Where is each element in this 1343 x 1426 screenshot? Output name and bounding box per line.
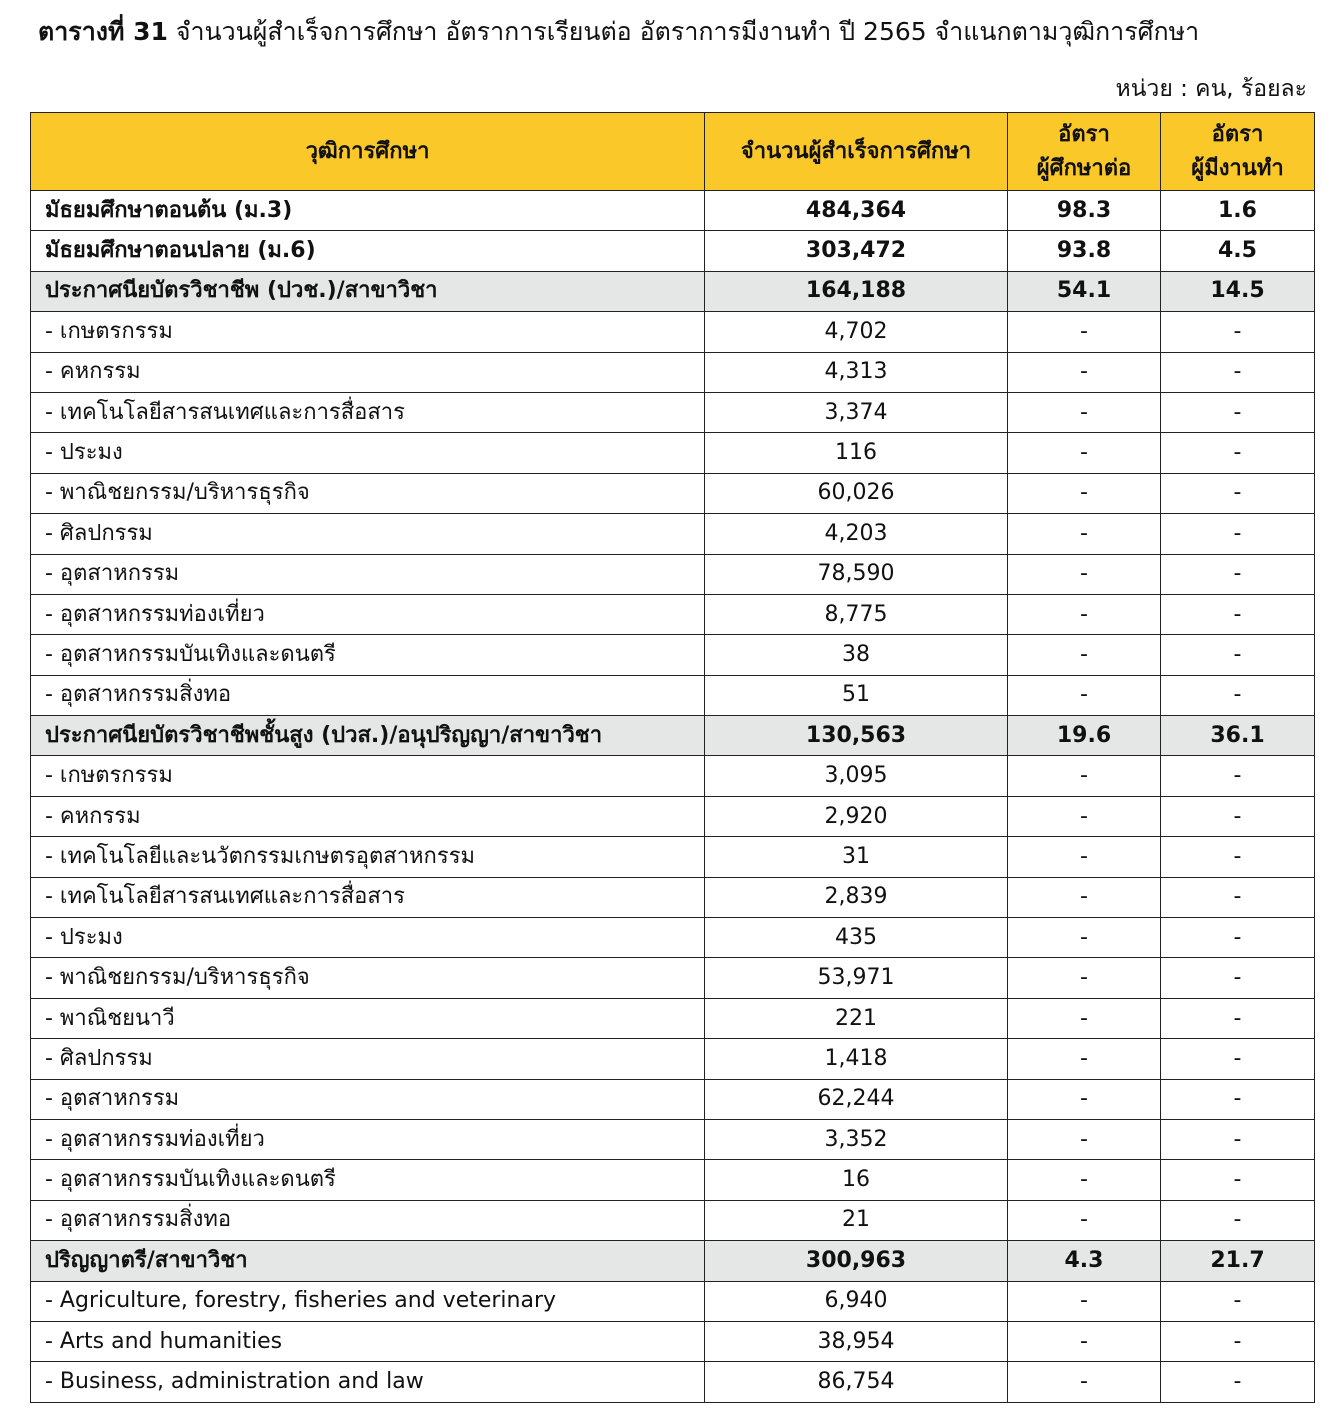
study-rate-cell: - <box>1008 756 1161 796</box>
employment-rate-cell: - <box>1161 1079 1315 1119</box>
study-rate-cell: - <box>1008 1119 1161 1159</box>
study-rate-cell: 54.1 <box>1008 271 1161 311</box>
study-rate-cell: - <box>1008 1281 1161 1321</box>
employment-rate-cell: - <box>1161 877 1315 917</box>
row-label: - พาณิชยนาวี <box>31 998 705 1038</box>
study-rate-cell: - <box>1008 473 1161 513</box>
graduates-cell: 130,563 <box>705 716 1008 756</box>
graduates-cell: 78,590 <box>705 554 1008 594</box>
employment-rate-cell: - <box>1161 514 1315 554</box>
graduates-cell: 3,352 <box>705 1119 1008 1159</box>
row-label: - เทคโนโลยีและนวัตกรรมเกษตรอุตสาหกรรม <box>31 837 705 877</box>
row-label: - Business, administration and law <box>31 1362 705 1402</box>
study-rate-cell: 98.3 <box>1008 191 1161 231</box>
table-row <box>31 877 1315 917</box>
header-employment-rate-line2: ผู้มีงานทำ <box>1191 155 1284 181</box>
table-row <box>31 1079 1315 1119</box>
graduates-cell: 1,418 <box>705 1039 1008 1079</box>
graduates-cell: 116 <box>705 433 1008 473</box>
section-row <box>31 716 1315 756</box>
section-row <box>31 1241 1315 1281</box>
employment-rate-cell: - <box>1161 392 1315 432</box>
study-rate-cell: - <box>1008 1039 1161 1079</box>
graduates-cell: 38 <box>705 635 1008 675</box>
table-row <box>31 1039 1315 1079</box>
table-row <box>31 554 1315 594</box>
graduates-cell: 4,203 <box>705 514 1008 554</box>
row-label: - อุตสาหกรรมท่องเที่ยว <box>31 594 705 634</box>
study-rate-cell: - <box>1008 514 1161 554</box>
graduates-cell: 2,839 <box>705 877 1008 917</box>
study-rate-cell: - <box>1008 837 1161 877</box>
study-rate-cell: - <box>1008 877 1161 917</box>
graduates-cell: 3,095 <box>705 756 1008 796</box>
study-rate-cell: 4.3 <box>1008 1241 1161 1281</box>
study-rate-cell: - <box>1008 635 1161 675</box>
table-body <box>31 191 1315 1403</box>
table-row <box>31 918 1315 958</box>
table-row <box>31 1160 1315 1200</box>
employment-rate-cell: - <box>1161 1200 1315 1240</box>
employment-rate-cell: - <box>1161 473 1315 513</box>
unit-note: หน่วย : คน, ร้อยละ <box>1115 76 1307 102</box>
study-rate-cell: - <box>1008 958 1161 998</box>
employment-rate-cell: - <box>1161 998 1315 1038</box>
row-label: - ศิลปกรรม <box>31 514 705 554</box>
table-row <box>31 1281 1315 1321</box>
row-label: มัธยมศึกษาตอนต้น (ม.3) <box>31 191 705 231</box>
graduates-table <box>30 112 1315 1403</box>
table-row <box>31 514 1315 554</box>
study-rate-cell: - <box>1008 1160 1161 1200</box>
row-label: - คหกรรม <box>31 352 705 392</box>
employment-rate-cell: 1.6 <box>1161 191 1315 231</box>
employment-rate-cell: - <box>1161 675 1315 715</box>
study-rate-cell: 93.8 <box>1008 231 1161 271</box>
row-label: - เกษตรกรรม <box>31 312 705 352</box>
employment-rate-cell: - <box>1161 554 1315 594</box>
graduates-cell: 38,954 <box>705 1321 1008 1361</box>
study-rate-cell: - <box>1008 352 1161 392</box>
study-rate-cell: - <box>1008 1321 1161 1361</box>
row-label: - Agriculture, forestry, fisheries and veterinary <box>31 1281 705 1321</box>
row-label: - เทคโนโลยีสารสนเทศและการสื่อสาร <box>31 392 705 432</box>
employment-rate-cell: - <box>1161 635 1315 675</box>
employment-rate-cell: - <box>1161 1160 1315 1200</box>
table-row <box>31 473 1315 513</box>
graduates-cell: 6,940 <box>705 1281 1008 1321</box>
study-rate-cell: - <box>1008 594 1161 634</box>
table-row <box>31 796 1315 836</box>
graduates-cell: 4,702 <box>705 312 1008 352</box>
row-label: ประกาศนียบัตรวิชาชีพ (ปวช.)/สาขาวิชา <box>31 271 705 311</box>
employment-rate-cell: - <box>1161 918 1315 958</box>
table-row <box>31 1362 1315 1402</box>
study-rate-cell: - <box>1008 433 1161 473</box>
row-label: มัธยมศึกษาตอนปลาย (ม.6) <box>31 231 705 271</box>
graduates-cell: 435 <box>705 918 1008 958</box>
table-row <box>31 756 1315 796</box>
study-rate-cell: - <box>1008 918 1161 958</box>
row-label: - เกษตรกรรม <box>31 756 705 796</box>
study-rate-cell: - <box>1008 392 1161 432</box>
table-row <box>31 594 1315 634</box>
graduates-cell: 8,775 <box>705 594 1008 634</box>
graduates-cell: 303,472 <box>705 231 1008 271</box>
graduates-cell: 221 <box>705 998 1008 1038</box>
employment-rate-cell: - <box>1161 1039 1315 1079</box>
employment-rate-cell: 14.5 <box>1161 271 1315 311</box>
graduates-cell: 484,364 <box>705 191 1008 231</box>
header-employment-rate-line1: อัตรา <box>1211 121 1264 147</box>
row-label: - พาณิชยกรรม/บริหารธุรกิจ <box>31 958 705 998</box>
table-number: ตารางที่ 31 <box>38 17 168 46</box>
table-row <box>31 635 1315 675</box>
study-rate-cell: - <box>1008 675 1161 715</box>
row-label: - เทคโนโลยีสารสนเทศและการสื่อสาร <box>31 877 705 917</box>
employment-rate-cell: - <box>1161 958 1315 998</box>
table-row <box>31 958 1315 998</box>
employment-rate-cell: - <box>1161 837 1315 877</box>
table-row <box>31 352 1315 392</box>
graduates-cell: 51 <box>705 675 1008 715</box>
study-rate-cell: - <box>1008 554 1161 594</box>
row-label: - อุตสาหกรรมสิ่งทอ <box>31 675 705 715</box>
header-row <box>31 113 1315 191</box>
graduates-cell: 2,920 <box>705 796 1008 836</box>
study-rate-cell: - <box>1008 1079 1161 1119</box>
graduates-cell: 3,374 <box>705 392 1008 432</box>
employment-rate-cell: 21.7 <box>1161 1241 1315 1281</box>
row-label: - พาณิชยกรรม/บริหารธุรกิจ <box>31 473 705 513</box>
graduates-cell: 86,754 <box>705 1362 1008 1402</box>
graduates-cell: 53,971 <box>705 958 1008 998</box>
study-rate-cell: - <box>1008 796 1161 836</box>
table-row <box>31 998 1315 1038</box>
employment-rate-cell: - <box>1161 1321 1315 1361</box>
table-row <box>31 312 1315 352</box>
employment-rate-cell: - <box>1161 796 1315 836</box>
row-label: - ศิลปกรรม <box>31 1039 705 1079</box>
table-row <box>31 675 1315 715</box>
employment-rate-cell: - <box>1161 312 1315 352</box>
table-title <box>38 14 1328 50</box>
table-row <box>31 1119 1315 1159</box>
graduates-cell: 164,188 <box>705 271 1008 311</box>
row-label: - อุตสาหกรรม <box>31 1079 705 1119</box>
header-employment-rate <box>1161 113 1315 191</box>
header-qualification: วุฒิการศึกษา <box>31 113 705 191</box>
row-label: - อุตสาหกรรมสิ่งทอ <box>31 1200 705 1240</box>
table-row <box>31 433 1315 473</box>
graduates-cell: 4,313 <box>705 352 1008 392</box>
study-rate-cell: - <box>1008 1200 1161 1240</box>
row-label: - อุตสาหกรรมบันเทิงและดนตรี <box>31 635 705 675</box>
employment-rate-cell: 4.5 <box>1161 231 1315 271</box>
study-rate-cell: - <box>1008 998 1161 1038</box>
row-label: - อุตสาหกรรมบันเทิงและดนตรี <box>31 1160 705 1200</box>
row-label: ปริญญาตรี/สาขาวิชา <box>31 1241 705 1281</box>
header-study-rate-line1: อัตรา <box>1058 121 1110 147</box>
graduates-cell: 62,244 <box>705 1079 1008 1119</box>
table-row <box>31 392 1315 432</box>
employment-rate-cell: - <box>1161 433 1315 473</box>
row-label: - อุตสาหกรรม <box>31 554 705 594</box>
study-rate-cell: 19.6 <box>1008 716 1161 756</box>
table-row <box>31 191 1315 231</box>
row-label: - Arts and humanities <box>31 1321 705 1361</box>
employment-rate-cell: - <box>1161 1119 1315 1159</box>
graduates-cell: 300,963 <box>705 1241 1008 1281</box>
row-label: - ประมง <box>31 918 705 958</box>
study-rate-cell: - <box>1008 1362 1161 1402</box>
graduates-cell: 31 <box>705 837 1008 877</box>
header-study-rate-line2: ผู้ศึกษาต่อ <box>1036 155 1132 181</box>
header-study-rate <box>1008 113 1161 191</box>
row-label: - คหกรรม <box>31 796 705 836</box>
study-rate-cell: - <box>1008 312 1161 352</box>
table-caption: จำนวนผู้สำเร็จการศึกษา อัตราการเรียนต่อ อัตราการมีงานทำ ปี 2565 จำแนกตามวุฒิการศึกษา <box>167 17 1200 46</box>
employment-rate-cell: 36.1 <box>1161 716 1315 756</box>
table-row <box>31 1200 1315 1240</box>
graduates-cell: 60,026 <box>705 473 1008 513</box>
row-label: - อุตสาหกรรมท่องเที่ยว <box>31 1119 705 1159</box>
table-row <box>31 231 1315 271</box>
section-row <box>31 271 1315 311</box>
employment-rate-cell: - <box>1161 352 1315 392</box>
employment-rate-cell: - <box>1161 756 1315 796</box>
graduates-cell: 21 <box>705 1200 1008 1240</box>
table-row <box>31 837 1315 877</box>
table-row <box>31 1321 1315 1361</box>
employment-rate-cell: - <box>1161 1281 1315 1321</box>
table-header <box>31 113 1315 191</box>
graduates-cell: 16 <box>705 1160 1008 1200</box>
employment-rate-cell: - <box>1161 1362 1315 1402</box>
header-graduates: จำนวนผู้สำเร็จการศึกษา <box>705 113 1008 191</box>
employment-rate-cell: - <box>1161 594 1315 634</box>
row-label: - ประมง <box>31 433 705 473</box>
row-label: ประกาศนียบัตรวิชาชีพชั้นสูง (ปวส.)/อนุปริญญา/สาขาวิชา <box>31 716 705 756</box>
